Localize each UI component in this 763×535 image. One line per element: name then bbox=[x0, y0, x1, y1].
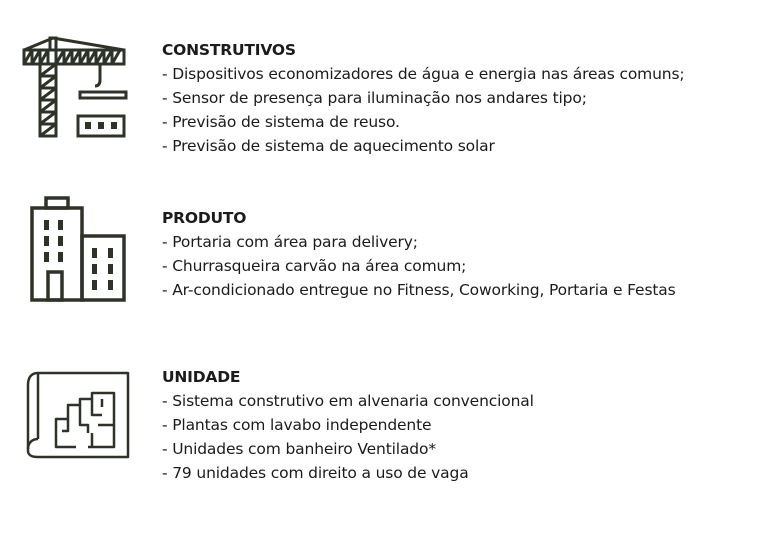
floor-plan-icon bbox=[26, 369, 132, 465]
list-item: - 79 unidades com direito a uso de vaga bbox=[162, 464, 469, 482]
list-item: - Sensor de presença para iluminação nos andares tipo; bbox=[162, 89, 587, 107]
list-item: - Dispositivos economizadores de água e energia nas áreas comuns; bbox=[162, 65, 685, 83]
list-item: - Portaria com área para delivery; bbox=[162, 233, 418, 251]
list-item: - Previsão de sistema de aquecimento solar bbox=[162, 137, 495, 155]
produto-text bbox=[162, 206, 676, 302]
list-item: - Churrasqueira carvão na área comum; bbox=[162, 257, 467, 275]
buildings-icon bbox=[28, 196, 128, 306]
section-title: CONSTRUTIVOS bbox=[162, 41, 296, 59]
list-item: - Unidades com banheiro Ventilado* bbox=[162, 440, 436, 458]
section-title: UNIDADE bbox=[162, 368, 241, 386]
item-list bbox=[162, 230, 676, 302]
list-item: - Plantas com lavabo independente bbox=[162, 416, 432, 434]
list-item: - Previsão de sistema de reuso. bbox=[162, 113, 400, 131]
item-list bbox=[162, 62, 684, 158]
crane-icon bbox=[22, 36, 134, 144]
section-title: PRODUTO bbox=[162, 209, 247, 227]
list-item: - Ar-condicionado entregue no Fitness, Coworking, Portaria e Festas bbox=[162, 281, 676, 299]
list-item: - Sistema construtivo em alvenaria convencional bbox=[162, 392, 534, 410]
unidade-text bbox=[162, 365, 534, 485]
construtivos-text bbox=[162, 38, 684, 158]
item-list bbox=[162, 389, 534, 485]
